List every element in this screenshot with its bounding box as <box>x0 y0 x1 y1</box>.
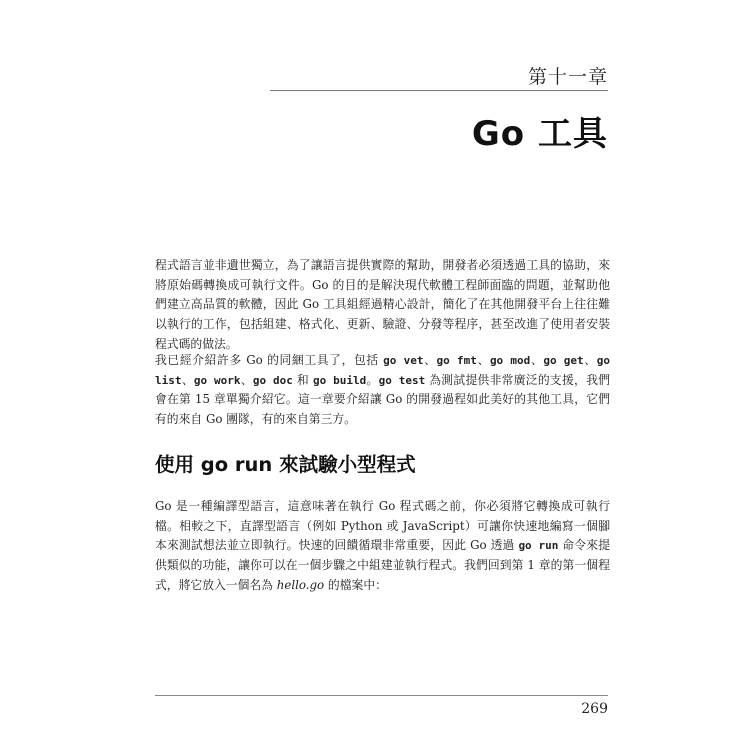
code-go-build: go build <box>312 373 367 387</box>
separator: 、 <box>240 372 253 387</box>
chapter-label: 第十一章 <box>527 66 608 88</box>
text-run: 的檔案中： <box>324 577 387 592</box>
filename-hello-go: hello.go <box>276 577 325 592</box>
separator: 、 <box>530 353 544 367</box>
separator: 和 <box>292 372 313 387</box>
separator: 、 <box>583 353 597 367</box>
text-run: 為測試提供非常廣泛的支援，我們會在第 15 章單獨介紹它。這一章要介紹讓 Go 的開發過程如此美好的其他工具，它們有的來自 Go 團隊，有的來自第三方。 <box>155 372 610 427</box>
separator: 、 <box>476 353 490 367</box>
body-paragraph-go-run <box>155 497 610 596</box>
chapter-divider <box>270 90 608 91</box>
code-go-run: go run <box>518 539 559 553</box>
code-go-vet: go vet <box>383 354 424 367</box>
code-go-work: go work <box>193 373 241 387</box>
page-number: 269 <box>581 701 608 717</box>
paragraph-text: 程式語言並非遺世獨立，為了讓語言提供實際的幫助，開發者必須透過工具的協助，來將原始碼轉換成可執行文件。Go 的目的是解決現代軟體工程師面臨的問題，並幫助他們建立高品質的軟體，因此 Go 工具組經過精心設計，簡化了在其他開發平台上往往難以執行的工作，包括組建、格式化、更新、驗證、分發等程序，甚至改進了使用者安裝程式碼的做法。 <box>155 258 610 351</box>
section-heading: 使用 go run 來試驗小型程式 <box>155 453 416 476</box>
separator: 、 <box>181 372 194 387</box>
footer-divider <box>155 695 608 696</box>
separator: 。 <box>366 372 379 387</box>
body-paragraph-intro <box>155 256 610 355</box>
code-go-get: go get <box>543 354 584 367</box>
paragraph-text <box>155 497 610 596</box>
code-go-list: go list <box>155 354 610 387</box>
text-run: Go 是一種編譯型語言，這意味著在執行 Go 程式碼之前，你必須將它轉換成可執行檔。相較之下，直譯型語言（例如 Python 或 JavaScript）可讓你快速地編寫一個腳本來測試想法並立即執行。快速的回饋循環非常重要，因此 Go 透過 <box>155 499 610 553</box>
code-go-fmt: go fmt <box>436 354 477 367</box>
code-go-doc: go doc <box>252 373 293 387</box>
separator: 、 <box>423 353 437 367</box>
text-run: 命令來提供類似的功能，讓你可以在一個步驟之中組建並執行程式。我們回到第 1 章的第一個程式，將它放入一個名為 <box>155 538 610 592</box>
paragraph-text <box>155 351 610 430</box>
code-go-test: go test <box>378 373 426 387</box>
code-go-mod: go mod <box>489 354 531 367</box>
chapter-title: Go 工具 <box>471 114 608 154</box>
text-run: 我已經介紹許多 Go 的同綑工具了，包括 <box>155 353 384 367</box>
body-paragraph-tools <box>155 351 610 430</box>
